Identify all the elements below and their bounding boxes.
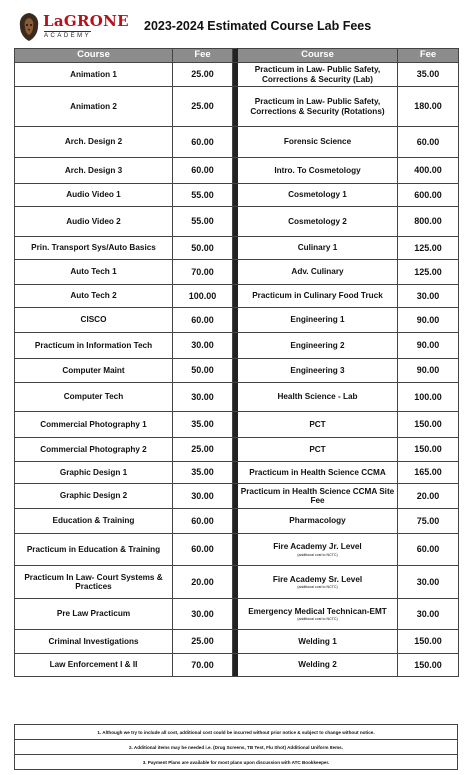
fee-right xyxy=(398,260,459,285)
fee-left xyxy=(173,359,233,383)
course-name-right-text: Practicum in Health Science CCMA xyxy=(249,467,386,477)
fee-left-text: 25.00 xyxy=(191,69,214,80)
fee-right-text: 600.00 xyxy=(414,189,442,200)
table-row xyxy=(15,630,459,654)
lion-head-icon xyxy=(18,12,40,42)
page-title: 2023-2024 Estimated Course Lab Fees xyxy=(144,19,372,33)
fee-left-text: 25.00 xyxy=(191,444,214,455)
fee-right xyxy=(398,87,459,127)
fee-right-text: 800.00 xyxy=(414,216,442,227)
fee-right-text: 30.00 xyxy=(416,576,440,587)
course-name-left-text: Education & Training xyxy=(52,516,135,526)
course-name-left-text: Audio Video 2 xyxy=(66,216,121,226)
fee-right-text: 90.00 xyxy=(416,340,440,351)
course-name-right-text: Fire Academy Sr. Level xyxy=(272,574,363,584)
course-name-left-text: Law Enforcement I & II xyxy=(49,660,138,670)
fee-left-text: 50.00 xyxy=(191,365,214,376)
fee-right xyxy=(398,127,459,158)
fee-right-text: 75.00 xyxy=(416,515,440,526)
fee-left xyxy=(173,412,233,438)
fee-left-text: 60.00 xyxy=(191,165,214,176)
course-name-right xyxy=(238,237,398,260)
course-note: (additional cost to NCTC) xyxy=(297,617,338,622)
course-name-right-text: Pharmacology xyxy=(289,516,346,526)
course-name-right-text: Forensic Science xyxy=(283,137,352,147)
course-name-left-text: Graphic Design 1 xyxy=(59,467,128,477)
fee-left xyxy=(173,566,233,599)
fee-right xyxy=(398,184,459,207)
table-row xyxy=(15,654,459,677)
course-name-right-text: Engineering 2 xyxy=(290,340,345,350)
fee-right xyxy=(398,333,459,359)
fee-right-text: 100.00 xyxy=(414,391,442,402)
fee-left-text: 100.00 xyxy=(188,290,217,301)
fee-left-text: 30.00 xyxy=(191,391,214,402)
fee-left xyxy=(173,630,233,654)
fee-left xyxy=(173,127,233,158)
fee-left xyxy=(173,534,233,566)
note-1: 1. Although we try to include all cost, additional cost could be incurred without prior notice & subject to change without notice. xyxy=(15,725,458,740)
course-name-right xyxy=(238,63,398,87)
course-name-right-text: Fire Academy Jr. Level xyxy=(273,542,362,552)
course-name-left xyxy=(15,383,173,412)
course-name-left xyxy=(15,184,173,207)
course-name-right-text: Health Science - Lab xyxy=(277,392,358,402)
fee-right xyxy=(398,158,459,184)
fee-right xyxy=(398,534,459,566)
table-row xyxy=(15,383,459,412)
course-name-left-text: Practicum in Education & Training xyxy=(26,544,161,554)
fee-left-text: 60.00 xyxy=(191,515,214,526)
table-row xyxy=(15,237,459,260)
course-name-right-text: Emergency Medical Technican-EMT xyxy=(248,606,387,616)
fee-left-text: 50.00 xyxy=(191,242,214,253)
fee-left xyxy=(173,509,233,534)
fee-left-text: 60.00 xyxy=(191,544,214,555)
course-name-left xyxy=(15,599,173,630)
course-name-right xyxy=(238,207,398,237)
course-name-left xyxy=(15,308,173,333)
course-name-right-text: Culinary 1 xyxy=(297,243,338,253)
notes-table xyxy=(14,724,458,770)
fee-left-text: 70.00 xyxy=(191,659,214,670)
fee-left-text: 70.00 xyxy=(191,266,214,277)
course-name-left xyxy=(15,333,173,359)
fee-right xyxy=(398,438,459,462)
fee-left xyxy=(173,63,233,87)
fee-right xyxy=(398,237,459,260)
brand-name: LaGRONE xyxy=(43,12,129,30)
table-row xyxy=(15,438,459,462)
fee-left xyxy=(173,484,233,509)
fee-right-text: 165.00 xyxy=(414,467,442,478)
fee-column-header-left: Fee xyxy=(173,49,233,63)
course-name-right xyxy=(238,184,398,207)
fee-left xyxy=(173,462,233,484)
table-row xyxy=(15,359,459,383)
table-row xyxy=(15,534,459,566)
course-name-right-text: Cosmetology 1 xyxy=(288,190,347,200)
fee-left xyxy=(173,237,233,260)
fee-right-text: 20.00 xyxy=(416,490,440,501)
header xyxy=(14,10,458,46)
course-name-right xyxy=(238,630,398,654)
fee-right-text: 90.00 xyxy=(416,314,440,325)
fee-left-text: 25.00 xyxy=(191,636,214,647)
course-name-left xyxy=(15,654,173,677)
course-column-header-right: Course xyxy=(238,49,398,63)
table-row xyxy=(15,412,459,438)
table-row xyxy=(15,566,459,599)
fee-left xyxy=(173,333,233,359)
course-name-right-text: PCT xyxy=(309,444,326,454)
course-name-left xyxy=(15,127,173,158)
course-name-right-text: Welding 2 xyxy=(298,660,337,670)
course-name-right-text: Intro. To Cosmetology xyxy=(274,165,361,175)
fee-right xyxy=(398,462,459,484)
course-column-header-left: Course xyxy=(15,49,173,63)
course-name-left xyxy=(15,158,173,184)
course-name-right xyxy=(238,484,398,509)
fee-left-text: 30.00 xyxy=(191,608,214,619)
fee-left-text: 55.00 xyxy=(191,189,214,200)
course-name-right xyxy=(238,158,398,184)
course-name-right-text: Adv. Culinary xyxy=(291,267,344,277)
course-name-left-text: Arch. Design 2 xyxy=(64,137,123,147)
fee-right xyxy=(398,285,459,308)
fee-right-text: 150.00 xyxy=(414,636,442,647)
fee-right-text: 150.00 xyxy=(414,444,442,455)
course-name-left xyxy=(15,63,173,87)
fee-left-text: 35.00 xyxy=(191,419,214,430)
course-name-left-text: Criminal Investigations xyxy=(48,636,139,646)
fee-right xyxy=(398,383,459,412)
fee-right xyxy=(398,484,459,509)
course-name-left xyxy=(15,534,173,566)
fee-right xyxy=(398,412,459,438)
course-name-left xyxy=(15,237,173,260)
table-row xyxy=(15,184,459,207)
course-name-left xyxy=(15,509,173,534)
fee-left-text: 60.00 xyxy=(191,136,214,147)
fee-right-text: 125.00 xyxy=(414,266,442,277)
course-name-left-text: Audio Video 1 xyxy=(66,190,121,200)
course-name-left xyxy=(15,630,173,654)
course-name-right xyxy=(238,654,398,677)
fee-right xyxy=(398,654,459,677)
note-2: 2. Additional items may be needed i.e. (Drug Screens, TB Test, Flu Shot) Additional Uniform Items. xyxy=(15,740,458,755)
fee-left-text: 30.00 xyxy=(191,490,214,501)
fee-right-text: 150.00 xyxy=(414,419,442,430)
fee-left xyxy=(173,654,233,677)
table-row xyxy=(15,462,459,484)
course-name-left-text: Computer Tech xyxy=(63,392,124,402)
course-name-right xyxy=(238,534,398,566)
course-note: (additional cost to NCTC) xyxy=(297,552,338,557)
fee-right-text: 60.00 xyxy=(416,544,440,555)
fee-right-text: 90.00 xyxy=(416,365,440,376)
course-name-left xyxy=(15,438,173,462)
fee-left-text: 55.00 xyxy=(191,216,214,227)
course-name-left-text: Auto Tech 1 xyxy=(70,267,117,277)
fee-left-text: 35.00 xyxy=(191,467,214,478)
course-name-right-text: Engineering 1 xyxy=(290,315,345,325)
table-row xyxy=(15,63,459,87)
fee-right xyxy=(398,599,459,630)
fee-left xyxy=(173,158,233,184)
fee-right xyxy=(398,359,459,383)
course-name-right xyxy=(238,599,398,630)
course-name-left-text: Commercial Photography 2 xyxy=(40,444,147,454)
fee-right-text: 180.00 xyxy=(414,101,442,112)
course-name-right-text: Welding 1 xyxy=(298,636,337,646)
fee-right xyxy=(398,630,459,654)
fee-column-header-right: Fee xyxy=(398,49,459,63)
course-name-left xyxy=(15,359,173,383)
table-row xyxy=(15,87,459,127)
course-name-left xyxy=(15,260,173,285)
course-name-right xyxy=(238,412,398,438)
course-name-left xyxy=(15,207,173,237)
course-name-right xyxy=(238,383,398,412)
course-name-left xyxy=(15,484,173,509)
course-name-right xyxy=(238,127,398,158)
course-name-right-text: Practicum in Culinary Food Truck xyxy=(252,291,383,301)
fee-right xyxy=(398,566,459,599)
table-row xyxy=(15,207,459,237)
course-name-left-text: Animation 1 xyxy=(70,69,117,79)
fee-left-text: 20.00 xyxy=(191,576,214,587)
fee-right-text: 150.00 xyxy=(414,659,442,670)
course-name-right xyxy=(238,285,398,308)
course-name-right xyxy=(238,359,398,383)
course-name-left xyxy=(15,566,173,599)
table-row xyxy=(15,260,459,285)
fee-left xyxy=(173,438,233,462)
course-name-right-text: Practicum in Law- Public Safety, Corrections & Security (Lab) xyxy=(254,65,381,84)
course-name-left-text: Commercial Photography 1 xyxy=(40,419,147,429)
course-name-left xyxy=(15,87,173,127)
course-name-right-text: Engineering 3 xyxy=(290,365,345,375)
fee-left xyxy=(173,383,233,412)
course-name-right-text: PCT xyxy=(309,419,326,429)
course-name-left-text: Arch. Design 3 xyxy=(64,165,123,175)
course-name-right xyxy=(238,509,398,534)
fee-left-text: 25.00 xyxy=(191,101,214,112)
table-row xyxy=(15,285,459,308)
fee-left xyxy=(173,285,233,308)
table-row xyxy=(15,308,459,333)
fees-table xyxy=(14,48,459,677)
fee-left xyxy=(173,260,233,285)
course-name-left-text: Prin. Transport Sys/Auto Basics xyxy=(31,243,156,253)
course-name-left-text: CISCO xyxy=(80,315,107,325)
course-name-left-text: Computer Maint xyxy=(62,365,125,375)
course-name-right-text: Practicum in Law- Public Safety, Corrections & Security (Rotations) xyxy=(250,97,385,116)
fee-left xyxy=(173,308,233,333)
fee-left xyxy=(173,207,233,237)
note-3: 3. Payment Plans are available for most plans upon discussion with ATC Bookkeeper. xyxy=(15,755,458,770)
brand-subtitle: ACADEMY xyxy=(44,33,92,39)
course-name-left xyxy=(15,462,173,484)
fee-left xyxy=(173,87,233,127)
course-name-right-text: Cosmetology 2 xyxy=(288,216,347,226)
fee-right-text: 125.00 xyxy=(414,242,442,253)
table-row xyxy=(15,158,459,184)
course-name-left-text: Practicum in Information Tech xyxy=(34,340,153,350)
fee-left-text: 60.00 xyxy=(191,314,214,325)
fee-right-text: 30.00 xyxy=(416,290,440,301)
table-row xyxy=(15,509,459,534)
fee-rows xyxy=(15,63,459,677)
course-name-left-text: Graphic Design 2 xyxy=(59,491,128,501)
course-name-right xyxy=(238,87,398,127)
course-name-right xyxy=(238,333,398,359)
course-name-right xyxy=(238,260,398,285)
course-name-right xyxy=(238,308,398,333)
fee-right xyxy=(398,63,459,87)
fee-right-text: 60.00 xyxy=(416,136,440,147)
fee-right xyxy=(398,308,459,333)
table-row xyxy=(15,333,459,359)
fee-left-text: 30.00 xyxy=(191,340,214,351)
course-name-left xyxy=(15,285,173,308)
fee-left xyxy=(173,184,233,207)
course-name-left-text: Animation 2 xyxy=(70,101,117,111)
table-row xyxy=(15,484,459,509)
fee-right xyxy=(398,509,459,534)
course-note: (additional cost to NCTC) xyxy=(297,585,338,590)
course-name-right xyxy=(238,438,398,462)
course-name-right-text: Practicum in Health Science CCMA Site Fee xyxy=(240,486,395,505)
fee-left xyxy=(173,599,233,630)
lagrone-academy-logo xyxy=(18,10,129,44)
table-row xyxy=(15,599,459,630)
course-name-left-text: Practicum In Law- Court Systems & Practices xyxy=(24,572,163,591)
fee-right-text: 35.00 xyxy=(416,69,440,80)
course-name-right xyxy=(238,566,398,599)
table-header-row xyxy=(15,49,459,63)
course-name-right xyxy=(238,462,398,484)
course-name-left-text: Auto Tech 2 xyxy=(70,291,117,301)
fee-right-text: 400.00 xyxy=(414,165,442,176)
fee-right-text: 30.00 xyxy=(416,608,440,619)
course-name-left-text: Pre Law Practicum xyxy=(56,609,131,619)
course-name-left xyxy=(15,412,173,438)
fee-right xyxy=(398,207,459,237)
table-row xyxy=(15,127,459,158)
